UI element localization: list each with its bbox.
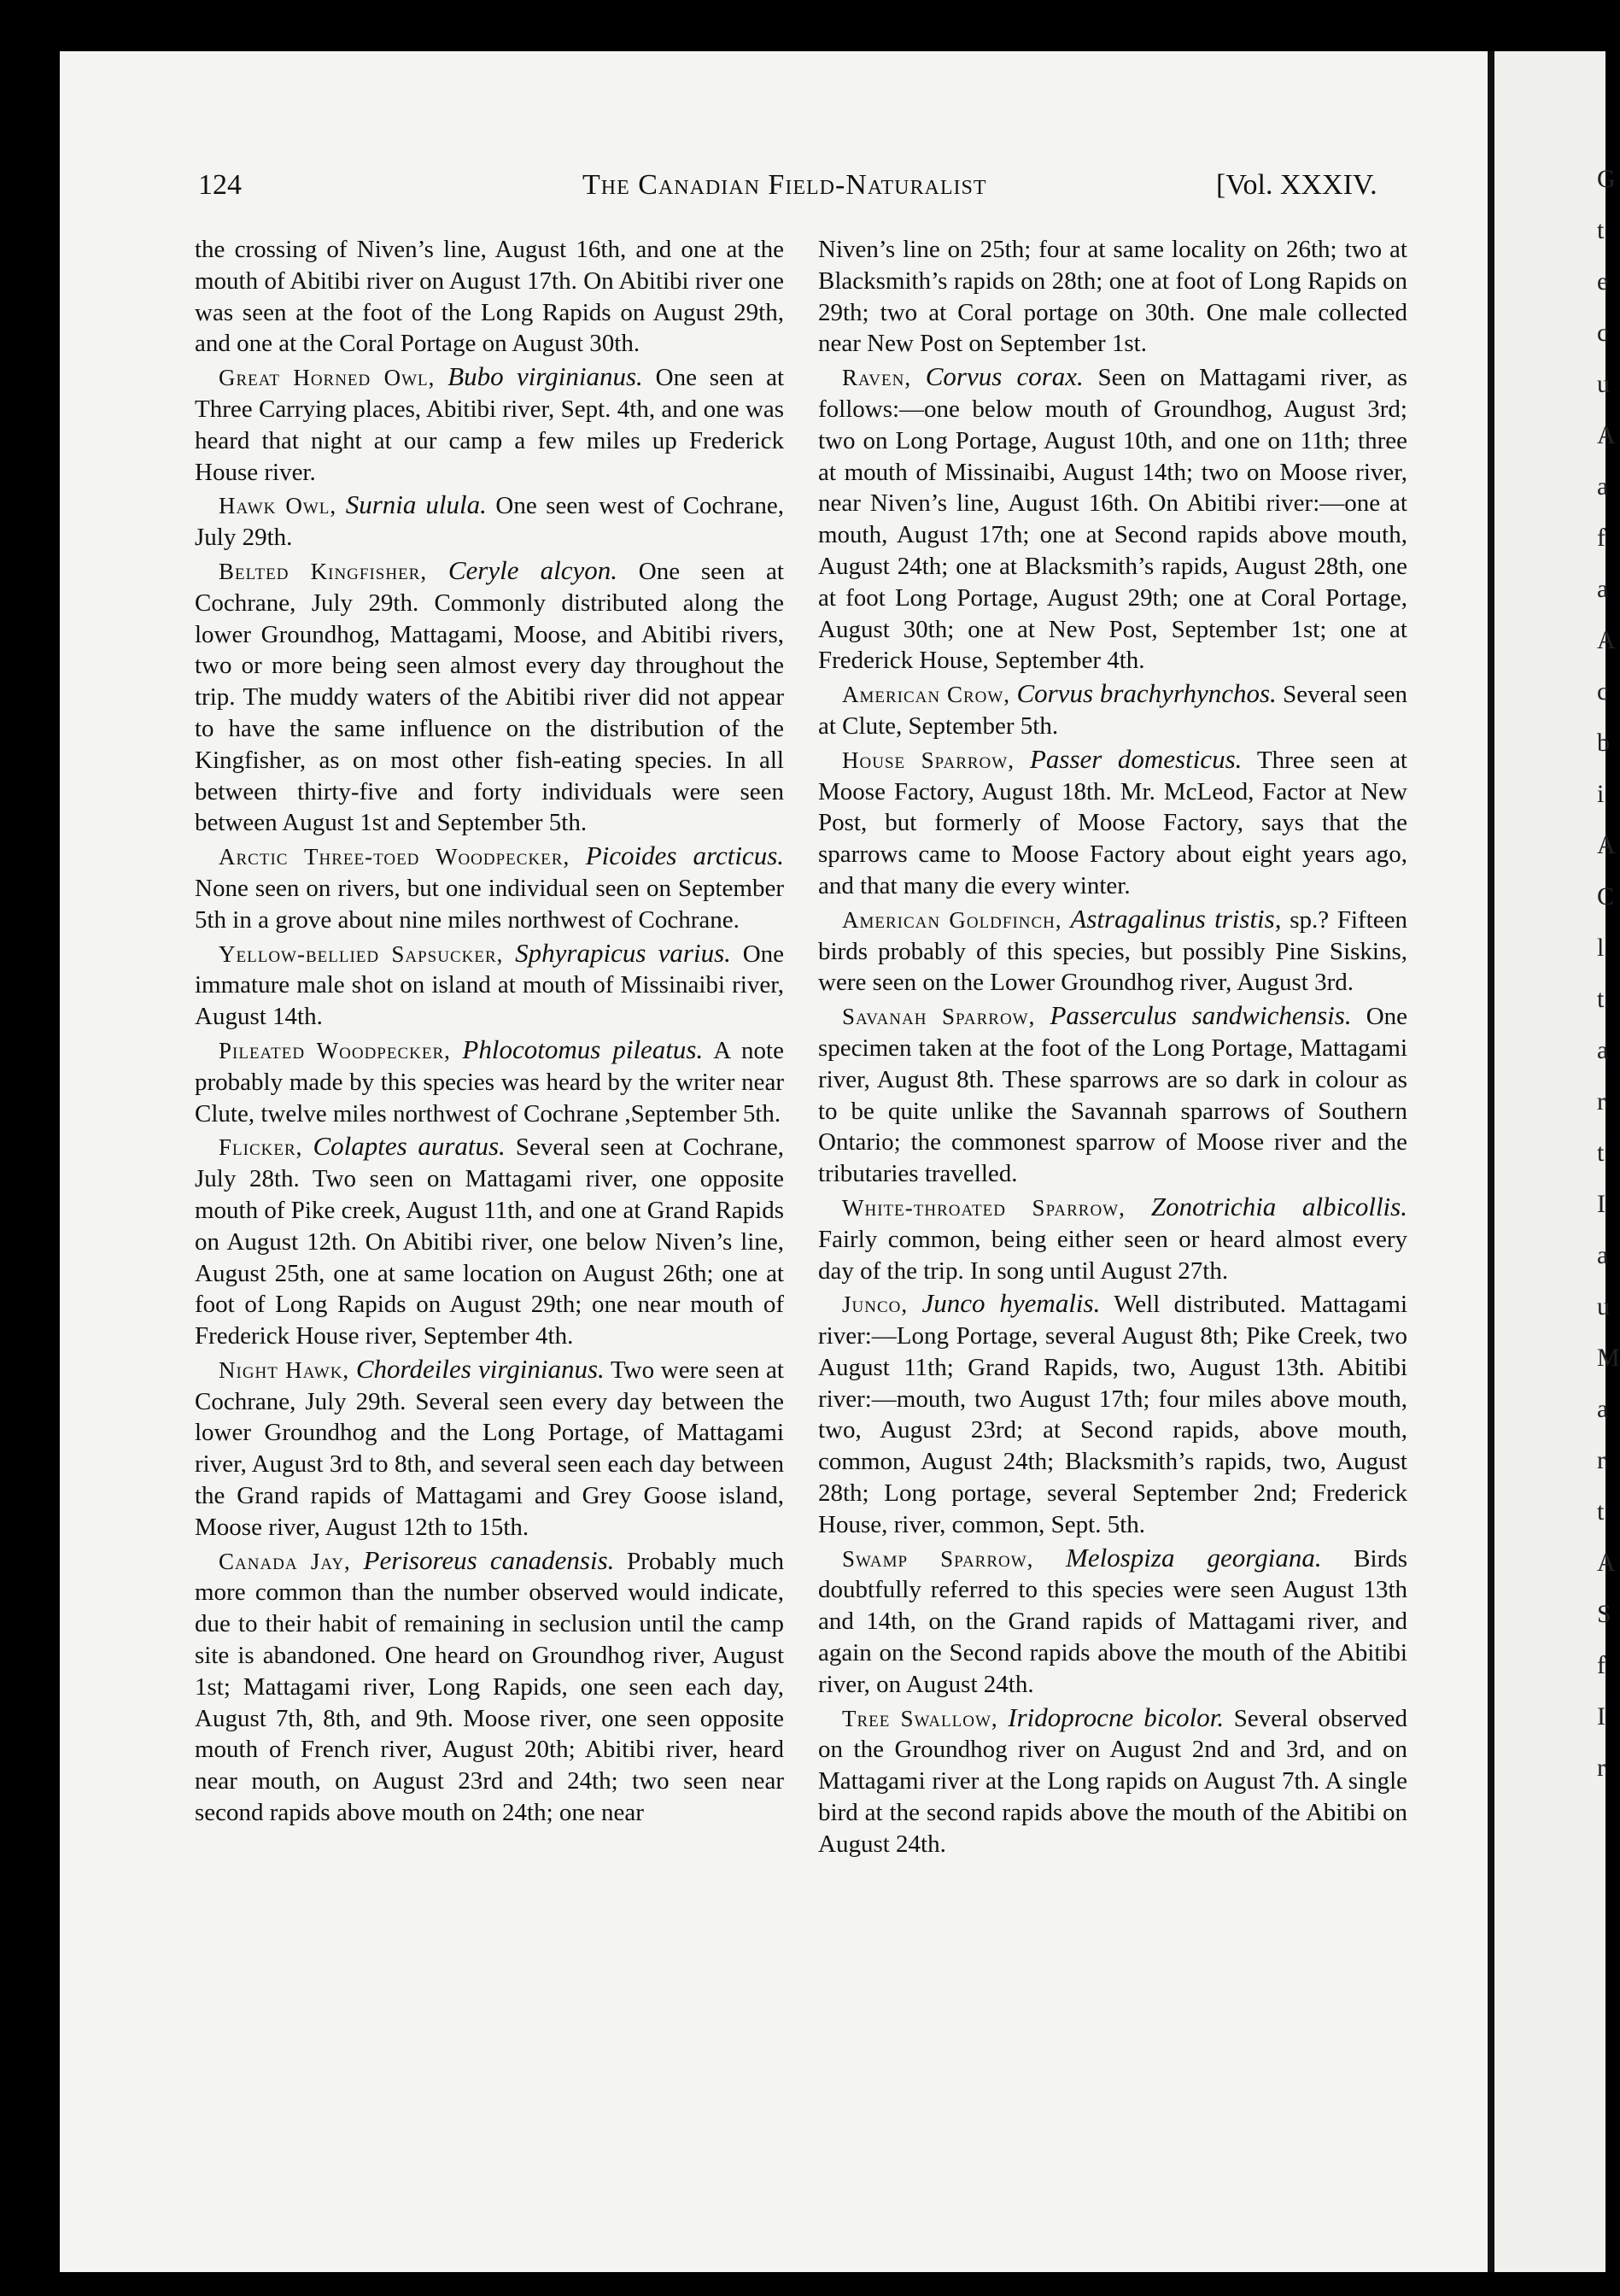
common-name: Savanah Sparrow, xyxy=(842,1004,1036,1030)
species-entry xyxy=(195,1034,784,1129)
species-entry xyxy=(195,361,784,488)
common-name: Hawk Owl, xyxy=(219,493,337,519)
entry-text: Several seen at Clute, September 5th. xyxy=(818,681,1408,740)
common-name: Junco, xyxy=(842,1292,909,1318)
entry-text: None seen on rivers, but one individual seen on September 5th in a grove about nine miles northwest of Cochrane. xyxy=(195,874,784,934)
common-name: Flicker, xyxy=(219,1134,303,1161)
species-entry xyxy=(195,938,784,1033)
species-entry xyxy=(195,489,784,554)
species-entry xyxy=(818,1192,1407,1286)
common-name: Pileated Woodpecker, xyxy=(219,1037,451,1063)
common-name: Tree Swallow, xyxy=(842,1705,998,1731)
scientific-name: Junco hyemalis. xyxy=(921,1288,1101,1319)
right-column xyxy=(818,234,1407,1862)
common-name: American Goldfinch, xyxy=(842,906,1062,933)
species-entry xyxy=(818,361,1407,676)
common-name: White-throated Sparrow, xyxy=(842,1194,1126,1221)
entry-text: Two were seen at Cochrane, July 29th. Several seen every day between the lower Groundhog and the Long Portage, of Mattagami river, August 3rd to 8th, and several seen each day between the Grand rapids of Mattagami and Grey Goose island, Moose river, August 12th to 15th. xyxy=(195,1356,784,1541)
left-column xyxy=(195,234,784,1830)
species-entry xyxy=(195,555,784,839)
species-entry xyxy=(195,1545,784,1829)
entry-text: Niven’s line on 25th; four at same locality on 26th; two at Blacksmith’s rapids on 28th; one at foot of Long Rapids on 29th; two at Coral portage on 30th. One male collected near New Post on September 1st. xyxy=(818,236,1407,358)
species-entry xyxy=(818,1702,1407,1860)
scientific-name: Picoides arcticus. xyxy=(585,840,785,871)
entry-text: One seen at Cochrane, July 29th. Commonly distributed along the lower Groundhog, Mattagami, Moose, and Abitibi rivers, two or more being seen almost every day throughout the trip. The muddy waters of the Abitibi river did not appear to have the same influence on the distribution of the Kingfisher, as on most other fish-eating species. In all between thirty-five and forty individuals were seen between August 1st and September 5th. xyxy=(195,557,784,837)
next-page-edge-text: G t e c u A a f a A c b i A C l t a r t I a u M a r t A S f I r xyxy=(1597,165,1620,1782)
scientific-name: Bubo virginianus. xyxy=(447,361,643,392)
common-name: Yellow-bellied Sapsucker, xyxy=(219,940,504,967)
species-entry xyxy=(818,744,1407,902)
species-entry xyxy=(818,1288,1407,1540)
common-name: Night Hawk, xyxy=(219,1356,350,1383)
scientific-name: Zonotrichia albicollis. xyxy=(1150,1191,1407,1221)
journal-title: The Canadian Field-Naturalist xyxy=(582,169,987,201)
species-entry xyxy=(818,678,1407,742)
common-name: Raven, xyxy=(842,365,912,391)
species-entry xyxy=(818,234,1407,360)
entry-text: One seen at Three Carrying places, Abitibi river, Sept. 4th, and one was heard that night at our camp a few miles up Frederick House river. xyxy=(195,364,785,486)
common-name: American Crow, xyxy=(842,682,1011,708)
scientific-name: Melospiza georgiana. xyxy=(1066,1542,1322,1573)
species-entry xyxy=(195,234,784,360)
scientific-name: Corvus brachyrhynchos. xyxy=(1016,678,1277,709)
species-entry xyxy=(818,904,1407,999)
scientific-name: Colaptes auratus. xyxy=(313,1131,506,1162)
common-name: Canada Jay, xyxy=(219,1548,351,1574)
scientific-name: Passerculus sandwichensis. xyxy=(1050,1000,1352,1031)
common-name: Great Horned Owl, xyxy=(219,365,436,391)
entry-text: Seen on Mattagami river, as follows:—one below mouth of Groundhog, August 3rd; two on Long Portage, August 10th, and one on 11th; three at mouth of Missinaibi, August 14th; two on Moose river, near Niven’s line, August 16th. On Abitibi river:—one at mouth, August 17th; one at Second rapids above mouth, August 24th; one at Blacksmith’s rapids, August 28th, one at foot Long Portage, August 29th; one at Coral Portage, August 30th; one at New Post, September 1st; one at Frederick House, September 4th. xyxy=(818,364,1408,675)
scientific-name: Chordeiles virginianus. xyxy=(355,1353,605,1384)
page-gutter xyxy=(1488,51,1494,2272)
entry-text: Well distributed. Mattagami river:—Long Portage, several August 8th; Pike Creek, two August 11th; Grand Rapids, two, August 13th. Abitibi river:—mouth, two August 17th; four miles above mouth, two, August 23rd; at Second rapids, above mouth, common, August 24th; Blacksmith’s rapids, two, August 28th; Long portage, several September 2nd; Frederick House, river, common, Sept. 5th. xyxy=(818,1291,1408,1538)
volume-label: [Vol. XXXIV. xyxy=(1216,169,1377,201)
scientific-name: Iridoprocne bicolor. xyxy=(1008,1702,1225,1732)
entry-text: One immature male shot on island at mouth of Missinaibi river, August 14th. xyxy=(195,940,785,1031)
common-name: Swamp Sparrow, xyxy=(842,1545,1034,1572)
entry-text: One seen west of Cochrane, July 29th. xyxy=(195,492,785,552)
entry-text: A note probably made by this species was heard by the writer near Clute, twelve miles northwest of Cochrane ,September 5th. xyxy=(195,1036,784,1128)
scientific-name: Astragalinus tristis, xyxy=(1070,903,1282,934)
common-name: Belted Kingfisher, xyxy=(219,558,428,584)
species-entry xyxy=(818,1543,1407,1701)
entry-text: the crossing of Niven’s line, August 16th, and one at the mouth of Abitibi river on August 17th. On Abitibi river one was seen at the foot of the Long Rapids on August 29th, and one at the Coral Portage on August 30th. xyxy=(195,236,784,358)
species-entry xyxy=(818,1000,1407,1190)
scientific-name: Phlocotomus pileatus. xyxy=(462,1034,704,1064)
entry-text: One specimen taken at the foot of the Long Portage, Mattagami river, August 8th. These sparrows are so dark in colour as to be quite unlike the Savannah sparrows of Southern Ontario; the commonest sparrow of Moose river and the tributaries travelled. xyxy=(818,1003,1408,1188)
scientific-name: Sphyrapicus varius. xyxy=(515,937,731,968)
page-number: 124 xyxy=(198,169,242,201)
entry-text: Birds doubtfully referred to this species were seen August 13th and 14th, on the Grand rapids of Mattagami river, and again on the Second rapids above the mouth of the Abitibi river, on August 24th. xyxy=(818,1544,1408,1698)
common-name: Arctic Three-toed Woodpecker, xyxy=(219,844,570,870)
scientific-name: Ceryle alcyon. xyxy=(447,554,618,585)
scientific-name: Surnia ulula. xyxy=(345,489,487,520)
species-entry xyxy=(195,1354,784,1543)
species-entry xyxy=(195,1131,784,1352)
species-entry xyxy=(195,840,784,935)
entry-text: Several seen at Cochrane, July 28th. Two seen on Mattagami river, one opposite mouth of Pike creek, August 11th, and one at Grand Rapids on August 12th. On Abitibi river, one below Niven’s line, August 25th, one at same location on August 26th; one at foot of Long Rapids on August 29th; one near mouth of Frederick House river, September 4th. xyxy=(195,1133,785,1350)
entry-text: Three seen at Moose Factory, August 18th. Mr. McLeod, Factor at New Post, but formerly of Moose Factory, says that the sparrows came to Moose Factory about eight years ago, and that many die every winter. xyxy=(818,746,1407,899)
common-name: House Sparrow, xyxy=(842,747,1015,773)
scientific-name: Perisoreus canadensis. xyxy=(363,1544,615,1575)
scientific-name: Corvus corax. xyxy=(925,361,1084,392)
entry-text: Fairly common, being either seen or heard almost every day of the trip. In song until August 27th. xyxy=(818,1225,1407,1285)
entry-text: sp.? Fifteen birds probably of this species, but possibly Pine Siskins, were seen on the Lower Groundhog river, August 3rd. xyxy=(818,905,1408,997)
scientific-name: Passer domesticus. xyxy=(1029,743,1243,774)
entry-text: Probably much more common than the number observed would indicate, due to their habit of remaining in seclusion until the camp site is abandoned. One heard on Groundhog river, August 1st; Mattagami river, Long Rapids, one seen each day, August 7th, 8th, and 9th. Moose river, one seen opposite mouth of French river, August 20th; Abitibi river, heard near mouth, on August 23rd and 24th; two seen near second rapids above mouth on 24th; one near xyxy=(195,1547,784,1827)
entry-text: Several observed on the Groundhog river on August 2nd and 3rd, and on Mattagami river at the Long rapids on August 7th. A single bird at the second rapids above the mouth of the Abitibi on August 24th. xyxy=(818,1704,1408,1858)
